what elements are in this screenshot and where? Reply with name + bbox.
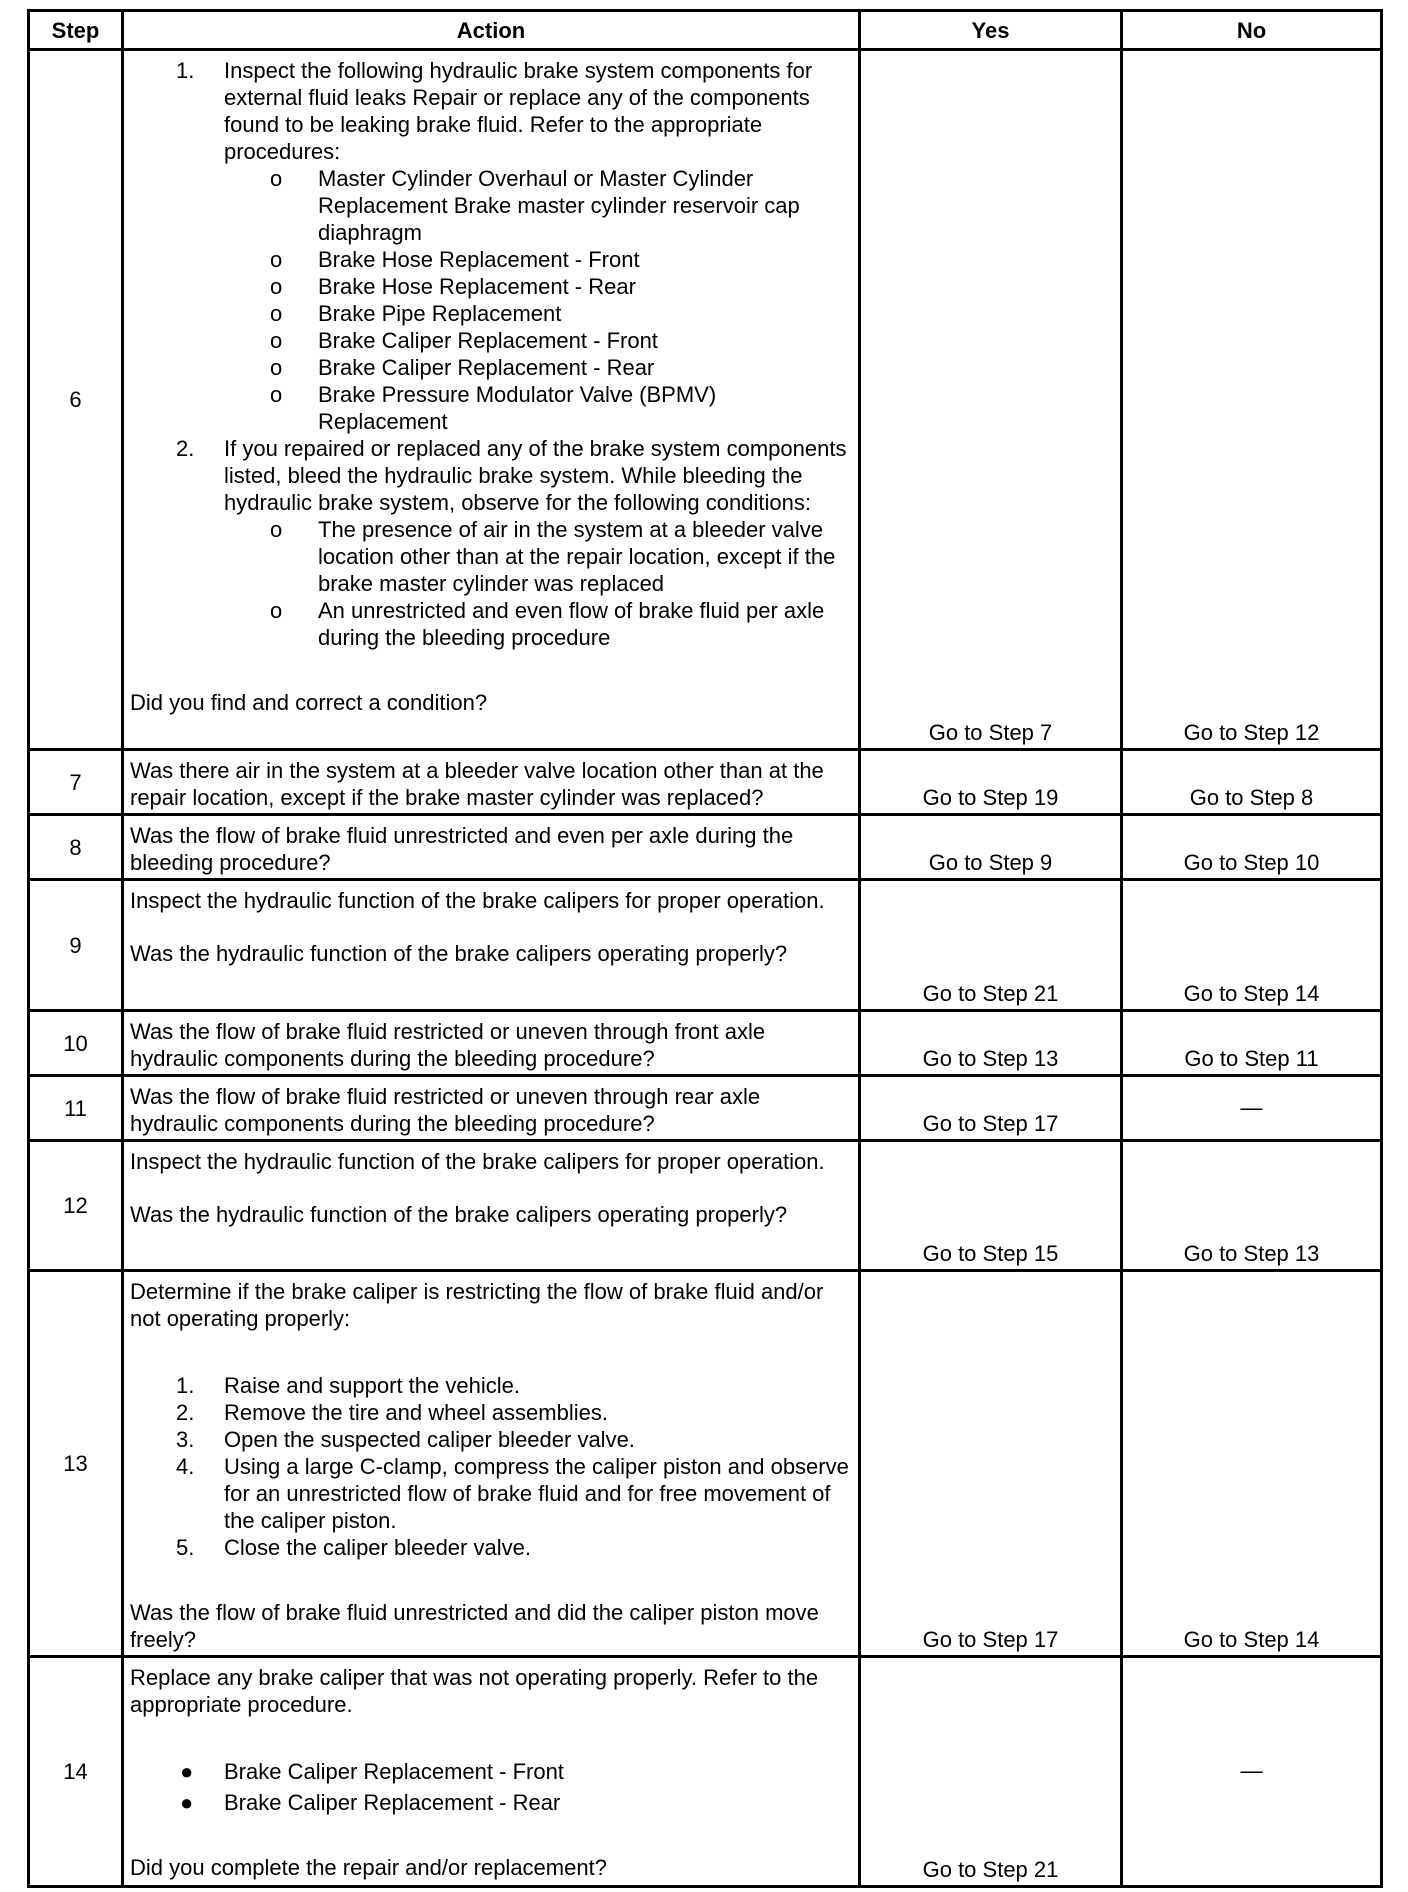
table-row <box>29 750 1382 815</box>
list-number: 1. <box>176 1373 195 1398</box>
no-link[interactable]: Go to Step 8 <box>1122 750 1382 815</box>
sub-list-item <box>224 300 850 327</box>
yes-link[interactable]: Go to Step 7 <box>860 50 1122 750</box>
step-number: 6 <box>29 50 123 750</box>
sub-list-item <box>224 354 850 381</box>
list-number: 5. <box>176 1535 195 1560</box>
list-item <box>130 1453 850 1534</box>
list-item <box>130 1789 850 1816</box>
circle-bullet-icon: o <box>270 598 283 623</box>
no-dash: — <box>1122 1076 1382 1141</box>
sub-list <box>130 165 850 435</box>
circle-bullet-icon: o <box>270 517 283 542</box>
list-number: 1. <box>176 58 195 83</box>
action-cell <box>123 1657 860 1887</box>
no-link[interactable]: Go to Step 14 <box>1122 880 1382 1011</box>
header-step: Step <box>29 11 123 50</box>
yes-link[interactable]: Go to Step 17 <box>860 1076 1122 1141</box>
no-dash: — <box>1122 1657 1382 1887</box>
action-cell <box>123 1271 860 1657</box>
question-text: Did you complete the repair and/or replacement? <box>130 1855 607 1880</box>
table-row <box>29 50 1382 750</box>
sub-list-item <box>224 516 850 597</box>
step-number: 7 <box>29 750 123 815</box>
sub-list-item <box>224 273 850 300</box>
list-item <box>130 1399 850 1426</box>
no-link[interactable]: Go to Step 12 <box>1122 50 1382 750</box>
question-text: Was the flow of brake fluid restricted or uneven through rear axle hydraulic components during the bleeding procedure? <box>130 1084 761 1136</box>
sub-list-text: Brake Hose Replacement - Front <box>318 247 640 272</box>
yes-link[interactable]: Go to Step 13 <box>860 1011 1122 1076</box>
step-number: 10 <box>29 1011 123 1076</box>
circle-bullet-icon: o <box>270 166 283 191</box>
circle-bullet-icon: o <box>270 328 283 353</box>
list-item-text: Open the suspected caliper bleeder valve. <box>224 1427 635 1452</box>
table-row <box>29 1657 1382 1887</box>
action-cell <box>123 815 860 880</box>
question-text: Was the hydraulic function of the brake calipers operating properly? <box>130 941 788 966</box>
list-item <box>130 435 850 516</box>
sub-list-item <box>224 327 850 354</box>
table-row <box>29 1141 1382 1271</box>
intro-text: Inspect the hydraulic function of the brake calipers for proper operation. <box>130 888 825 913</box>
action-cell <box>123 750 860 815</box>
header-row <box>29 11 1382 50</box>
sub-list-text: Master Cylinder Overhaul or Master Cylinder Replacement Brake master cylinder reservoir cap diaphragm <box>318 166 800 245</box>
yes-link[interactable]: Go to Step 17 <box>860 1271 1122 1657</box>
action-cell <box>123 880 860 1011</box>
list-item-text: If you repaired or replaced any of the brake system components listed, bleed the hydraulic brake system. While bleeding the hydraulic brake system, observe for the following conditions: <box>224 436 847 515</box>
intro-text: Replace any brake caliper that was not operating properly. Refer to the appropriate procedure. <box>130 1665 819 1717</box>
yes-link[interactable]: Go to Step 9 <box>860 815 1122 880</box>
sub-list-text: Brake Caliper Replacement - Front <box>318 328 658 353</box>
circle-bullet-icon: o <box>270 355 283 380</box>
list-number: 3. <box>176 1427 195 1452</box>
action-cell <box>123 1011 860 1076</box>
sub-list-item <box>224 165 850 246</box>
header-action: Action <box>123 11 860 50</box>
table-row <box>29 1271 1382 1657</box>
list-item <box>130 1534 850 1561</box>
question-text: Was the flow of brake fluid unrestricted and even per axle during the bleeding procedure? <box>130 823 794 875</box>
list-number: 2. <box>176 1400 195 1425</box>
list-item <box>130 1758 850 1785</box>
step-number: 8 <box>29 815 123 880</box>
sub-list-item <box>224 381 850 435</box>
sub-list-item <box>224 597 850 651</box>
list-item-text: Using a large C-clamp, compress the caliper piston and observe for an unrestricted flow of brake fluid and for free movement of the caliper piston. <box>224 1454 849 1533</box>
step-number: 11 <box>29 1076 123 1141</box>
no-link[interactable]: Go to Step 14 <box>1122 1271 1382 1657</box>
circle-bullet-icon: o <box>270 301 283 326</box>
action-cell <box>123 1141 860 1271</box>
table-row <box>29 815 1382 880</box>
list-item-text: Brake Caliper Replacement - Rear <box>224 1790 561 1815</box>
sub-list-text: Brake Pipe Replacement <box>318 301 562 326</box>
question-text: Was there air in the system at a bleeder valve location other than at the repair location, except if the brake master cylinder was replaced? <box>130 758 824 810</box>
yes-link[interactable]: Go to Step 15 <box>860 1141 1122 1271</box>
sub-list-text: The presence of air in the system at a bleeder valve location other than at the repair location, except if the brake master cylinder was replaced <box>318 517 836 596</box>
list-item-text: Remove the tire and wheel assemblies. <box>224 1400 608 1425</box>
question-text: Was the flow of brake fluid unrestricted and did the caliper piston move freely? <box>130 1600 819 1652</box>
sub-list-text: Brake Hose Replacement - Rear <box>318 274 636 299</box>
no-link[interactable]: Go to Step 13 <box>1122 1141 1382 1271</box>
list-item <box>130 57 850 165</box>
question-text: Did you find and correct a condition? <box>130 690 488 715</box>
header-no: No <box>1122 11 1382 50</box>
bullet-list <box>130 1758 850 1816</box>
bullet-icon: ● <box>180 1790 194 1815</box>
intro-text: Determine if the brake caliper is restricting the flow of brake fluid and/or not operating properly: <box>130 1279 824 1331</box>
circle-bullet-icon: o <box>270 382 283 407</box>
list-item-text: Close the caliper bleeder valve. <box>224 1535 531 1560</box>
numbered-list <box>130 57 850 165</box>
list-item <box>130 1372 850 1399</box>
step-number: 13 <box>29 1271 123 1657</box>
yes-link[interactable]: Go to Step 19 <box>860 750 1122 815</box>
list-item-text: Brake Caliper Replacement - Front <box>224 1759 564 1784</box>
sub-list-text: An unrestricted and even flow of brake fluid per axle during the bleeding procedure <box>318 598 825 650</box>
yes-link[interactable]: Go to Step 21 <box>860 880 1122 1011</box>
no-link[interactable]: Go to Step 10 <box>1122 815 1382 880</box>
no-link[interactable]: Go to Step 11 <box>1122 1011 1382 1076</box>
numbered-list <box>130 1372 850 1561</box>
circle-bullet-icon: o <box>270 247 283 272</box>
table-row <box>29 1011 1382 1076</box>
list-item <box>130 1426 850 1453</box>
list-number: 4. <box>176 1454 195 1479</box>
step-number: 14 <box>29 1657 123 1887</box>
question-text: Was the flow of brake fluid restricted or uneven through front axle hydraulic components during the bleeding procedure? <box>130 1019 766 1071</box>
question-text: Was the hydraulic function of the brake calipers operating properly? <box>130 1202 788 1227</box>
sub-list-item <box>224 246 850 273</box>
sub-list <box>130 516 850 651</box>
action-cell <box>123 50 860 750</box>
list-item-text: Raise and support the vehicle. <box>224 1373 520 1398</box>
list-item-text: Inspect the following hydraulic brake system components for external fluid leaks Repair or replace any of the components found to be leaking brake fluid. Refer to the appropriate procedures: <box>224 58 813 164</box>
sub-list-text: Brake Pressure Modulator Valve (BPMV) Replacement <box>318 382 717 434</box>
intro-text: Inspect the hydraulic function of the brake calipers for proper operation. <box>130 1149 825 1174</box>
numbered-list <box>130 435 850 516</box>
action-cell <box>123 1076 860 1141</box>
yes-link[interactable]: Go to Step 21 <box>860 1657 1122 1887</box>
diagnostic-table <box>27 9 1383 1888</box>
circle-bullet-icon: o <box>270 274 283 299</box>
table-row <box>29 1076 1382 1141</box>
table-row <box>29 880 1382 1011</box>
step-number: 9 <box>29 880 123 1011</box>
list-number: 2. <box>176 436 195 461</box>
header-yes: Yes <box>860 11 1122 50</box>
sub-list-text: Brake Caliper Replacement - Rear <box>318 355 655 380</box>
bullet-icon: ● <box>180 1759 194 1784</box>
step-number: 12 <box>29 1141 123 1271</box>
